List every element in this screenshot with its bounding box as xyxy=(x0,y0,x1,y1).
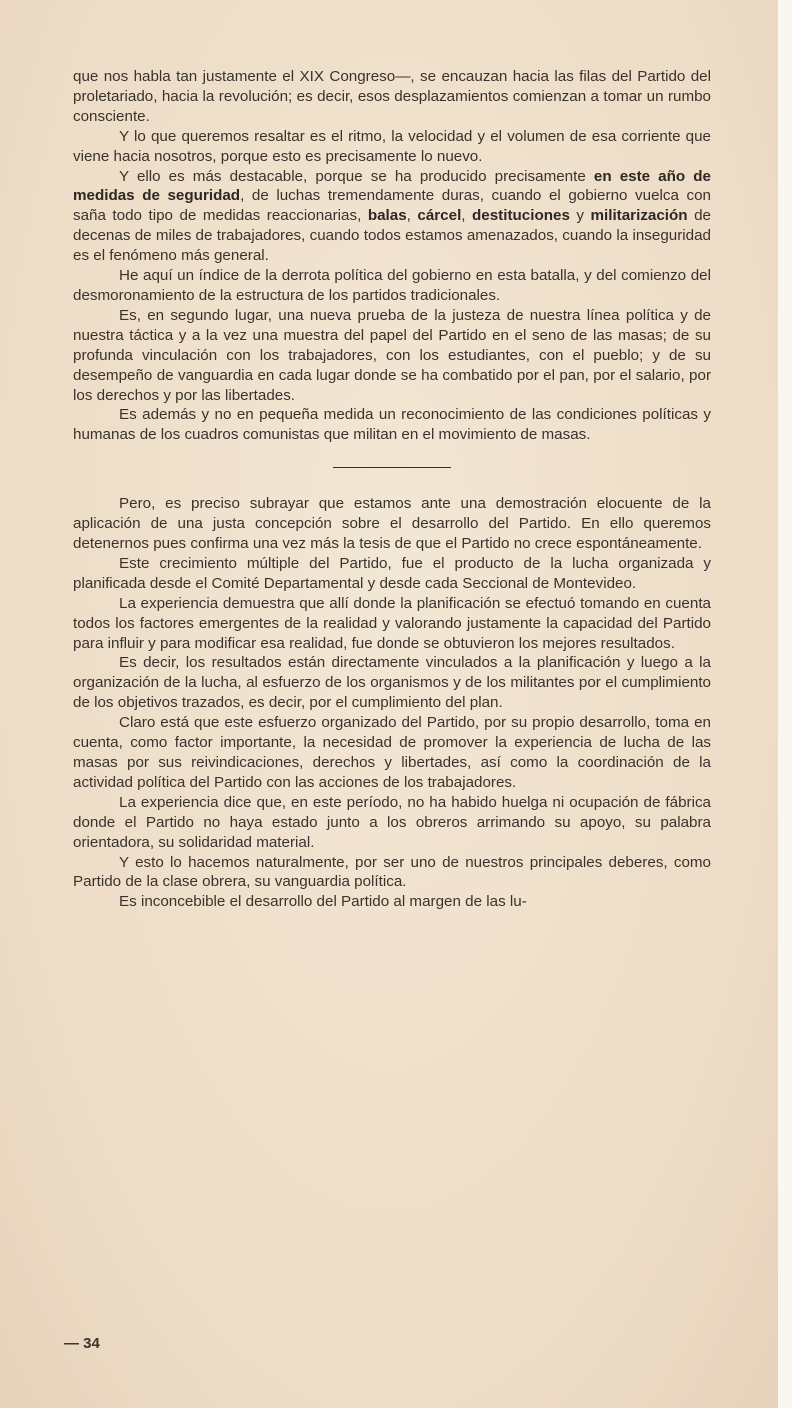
paragraph: He aquí un índice de la derrota política del gobierno en esta batalla, y del comienzo del desmoronamiento de la estructura de los partidos tradicionales. xyxy=(73,267,711,304)
paragraph: Y lo que queremos resaltar es el ritmo, la velocidad y el volumen de esa corriente que viene hacia nosotros, porque esto es precisamente lo nuevo. xyxy=(73,127,711,165)
paragraph xyxy=(73,167,711,267)
page-body-text xyxy=(73,67,711,912)
text-run: de decenas de miles de trabajadores, cuando todos estamos amenazados, cuando la inseguridad es el fenómeno más general. xyxy=(73,207,711,265)
text-run: , de luchas tremendamente duras, cuando el gobierno vuelca con saña todo tipo de medidas reaccionarias, xyxy=(73,187,711,225)
section-divider xyxy=(333,467,451,468)
paragraph: Es, en segundo lugar, una nueva prueba de la justeza de nuestra línea política y de nuestra táctica y a la vez una muestra del papel del Partido en el seno de las masas; de su profunda vinculación con los trabajadores, con los estudiantes, con el pueblo; y de su desempeño de vanguardia en cada lugar donde se ha combatido por el pan, por el salario, por los derechos y por las libertades. xyxy=(73,306,711,404)
paragraph: La experiencia demuestra que allí donde la planificación se efectuó tomando en cuenta todos los factores emergentes de la realidad y valorando justamente la capacidad del Partido para influir y para modificar esa realidad, fue donde se obtuvieron los mejores resultados. xyxy=(73,594,711,652)
paragraph: que nos habla tan justamente el XIX Congreso—, se encauzan hacia las filas del Partido del proletariado, hacia la revolución; es decir, esos desplazamientos comienzan a tomar un rumbo consciente. xyxy=(73,68,711,125)
page-edge xyxy=(778,0,792,1408)
paragraph: Y esto lo hacemos naturalmente, por ser uno de nuestros principales deberes, como Partido de la clase obrera, su vanguardia política. xyxy=(73,853,711,891)
paragraph: Es inconcebible el desarrollo del Partido al margen de las lu- xyxy=(119,893,527,911)
paragraph: Es decir, los resultados están directamente vinculados a la planificación y luego a la organización de la lucha, al esfuerzo de los organismos y de los militantes por el cumplimiento de los objetivos trazados, es decir, por el cumplimiento del plan. xyxy=(73,654,711,712)
text-run: Y ello es más destacable, porque se ha producido precisamente xyxy=(119,167,594,185)
bold-word: balas xyxy=(367,207,407,225)
text-run: , xyxy=(406,207,418,225)
paragraph: Este crecimiento múltiple del Partido, fue el producto de la lucha organizada y planificada desde el Comité Departamental y desde cada Seccional de Montevideo. xyxy=(73,554,711,592)
bold-phrase: en este año de medidas de seguridad xyxy=(73,167,711,205)
paragraph: Pero, es preciso subrayar que estamos ante una demostración elocuente de la aplicación de una justa concepción sobre el desarrollo del Partido. En ello queremos detenernos pues confirma una vez más la tesis de que el Partido no crece espontáneamente. xyxy=(73,495,711,553)
page-number: — 34 xyxy=(64,1335,100,1352)
paragraph: Claro está que este esfuerzo organizado del Partido, por su propio desarrollo, toma en cuenta, como factor importante, la necesidad de promover la experiencia de lucha de las masas por sus reivindicaciones, derechos y libertades, así como la coordinación de la actividad política del Partido con las acciones de los trabajadores. xyxy=(73,714,711,791)
paragraph: Es además y no en pequeña medida un reconocimiento de las condiciones políticas y humanas de los cuadros comunistas que militan en el movimiento de masas. xyxy=(73,406,711,444)
text-run: , xyxy=(461,207,473,225)
bold-word: destituciones xyxy=(472,207,570,225)
paragraph: La experiencia dice que, en este período, no ha habido huelga ni ocupación de fábrica donde el Partido no haya estado junto a los obreros arrimando su apoyo, su palabra orientadora, su solidaridad material. xyxy=(73,793,711,851)
text-run: y xyxy=(569,207,591,225)
bold-word: cárcel xyxy=(417,207,462,225)
bold-word: militarización xyxy=(590,207,688,225)
